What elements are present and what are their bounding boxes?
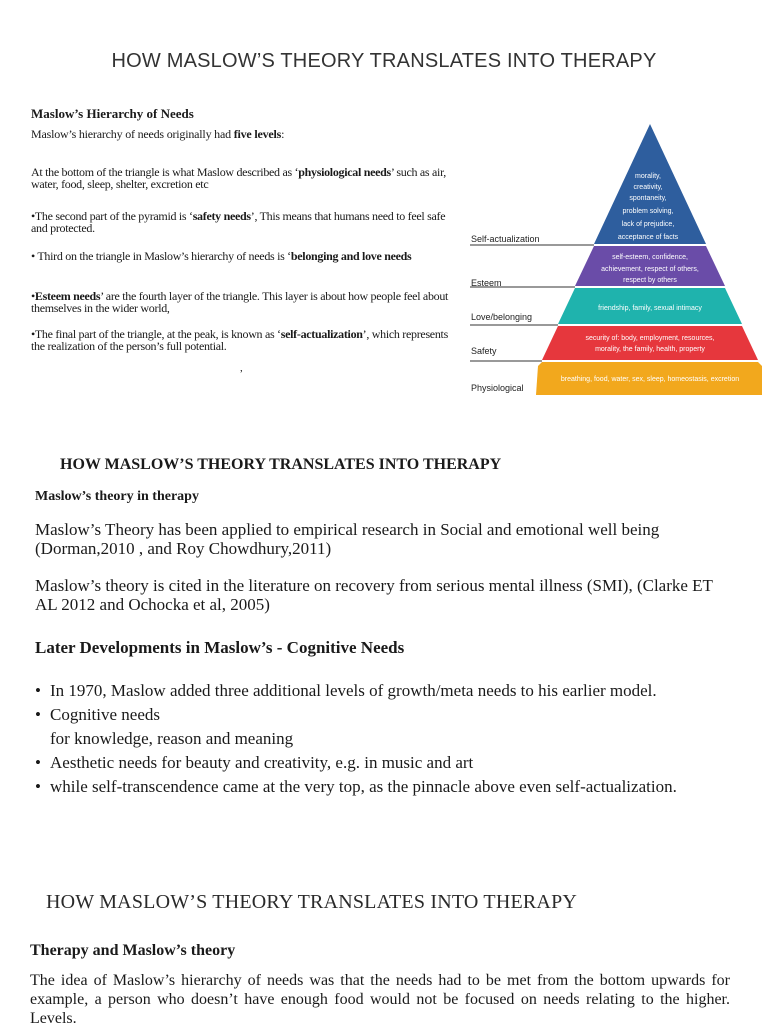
intro-post: :	[281, 127, 285, 141]
list-item-text: In 1970, Maslow added three additional levels of growth/meta needs to his earlier model.	[50, 681, 657, 700]
self-line-2: creativity,	[633, 184, 663, 191]
bullet: •	[35, 705, 41, 724]
safety-paragraph	[31, 210, 451, 234]
esteem-line-1: self-esteem, confidence,	[612, 254, 688, 261]
intro-pre: Maslow’s hierarchy	[31, 127, 126, 141]
list-item-text: Cognitive needs	[50, 705, 161, 724]
p1-post: ’ such as air, water, food, sleep, shelter, excretion etc	[31, 165, 446, 191]
p5-bold: self-actualization	[280, 327, 363, 341]
intro-bold: five levels	[233, 127, 282, 141]
label-esteem: Esteem	[471, 278, 502, 288]
slide1-title: HOW MASLOW’S THEORY TRANSLATES INTO THERAPY	[111, 50, 657, 72]
slide3-body: The idea of Maslow’s hierarchy of needs was that the needs had to be met from the bottom upwards for example, a person who doesn’t have enough food would not be focused on needs relating to the higher. Levels.	[30, 972, 730, 1027]
bullet: •	[35, 777, 41, 796]
p3-pre: • Third on the triangle in Maslow’s hierarchy of needs is ‘	[31, 249, 291, 263]
physiological-paragraph	[31, 166, 451, 190]
self-line-3: spontaneity,	[629, 195, 667, 202]
cognitive-needs-heading: Later Developments in Maslow’s - Cognitive Needs	[35, 638, 405, 657]
list-item	[35, 778, 755, 795]
esteem-paragraph	[31, 290, 451, 314]
safety-line-2: morality, the family, health, property	[595, 346, 705, 353]
p3-bold: belonging and love needs	[290, 249, 412, 263]
list-item-text: while self-transcendence came at the very top, as the pinnacle above even self-actualization.	[50, 777, 677, 796]
maslow-pyramid	[466, 120, 762, 402]
p2-pre: •The second part of the pyramid is ‘	[31, 209, 193, 223]
self-line-5: lack of prejudice,	[621, 221, 675, 228]
slide2-subtitle: Maslow’s theory in therapy	[35, 489, 199, 504]
safety-line-1: security of: body, employment, resources,	[585, 335, 715, 342]
list-item-text: Aesthetic needs for beauty and creativity, e.g. in music and art	[50, 753, 474, 772]
label-love-belonging: Love/belonging	[471, 312, 533, 322]
esteem-line-3: respect by others	[623, 277, 677, 284]
label-self-actualization: Self-actualization	[471, 234, 540, 244]
p5-pre: •The final part of the triangle, at the peak, is known as ‘	[31, 327, 281, 341]
p4-post: ’ are the fourth layer of the triangle. This layer is about how people feel about themselves in the wider world,	[31, 289, 449, 315]
slide1-intro	[31, 127, 284, 142]
list-item	[35, 754, 755, 771]
list-item-continuation	[35, 730, 755, 747]
p1-bold: physiological needs	[298, 165, 391, 179]
slide3-title: HOW MASLOW’S THEORY TRANSLATES INTO THERAPY	[46, 891, 578, 913]
p4-pre: •	[31, 289, 35, 303]
belonging-paragraph	[31, 250, 451, 262]
p4-bold: Esteem needs	[34, 289, 101, 303]
bullet: •	[35, 681, 41, 700]
list-item	[35, 682, 755, 699]
p2-bold: safety needs	[192, 209, 251, 223]
esteem-line-2: achievement, respect of others,	[601, 266, 699, 273]
slide1-subtitle: Maslow’s Hierarchy of Needs	[31, 106, 194, 121]
slide2-paragraph-1: Maslow’s Theory has been applied to empirical research in Social and emotional well being (Dorman,2010 , and Roy Chowdhury,2011)	[35, 520, 660, 558]
self-line-6: acceptance of facts	[617, 234, 679, 241]
phys-line-1: breathing, food, water, sex, sleep, homeostasis, excretion	[560, 376, 740, 383]
pyramid-layer-safety	[542, 326, 758, 360]
p2-post: ’, This means that humans need to feel safe and protected.	[31, 209, 446, 235]
list-item	[35, 706, 755, 723]
list-item-text: for knowledge, reason and meaning	[50, 729, 294, 748]
slide2-paragraph-2: Maslow’s theory is cited in the literature on recovery from serious mental illness (SMI), (Clarke ET AL 2012 and Ochocka et al, 2005)	[35, 576, 713, 614]
slide3-subtitle: Therapy and Maslow’s theory	[30, 942, 236, 959]
cognitive-needs-list	[35, 682, 755, 802]
self-line-4: problem solving,	[622, 208, 674, 215]
intro-mid: of needs originally had	[125, 127, 234, 141]
p1-pre: At the bottom of the triangle is what Maslow described as ‘	[31, 165, 299, 179]
self-line-1: morality,	[635, 173, 661, 180]
label-safety: Safety	[471, 346, 497, 356]
self-actualization-paragraph	[31, 328, 451, 352]
bullet: •	[35, 753, 41, 772]
slide2-title: HOW MASLOW’S THEORY TRANSLATES INTO THERAPY	[60, 456, 502, 473]
love-line-1: friendship, family, sexual intimacy	[598, 305, 702, 312]
p5-post: ’, which represents the realization of the person’s full potential.	[31, 327, 448, 353]
stray-mark: ,	[240, 362, 243, 374]
label-physiological: Physiological	[471, 383, 524, 393]
